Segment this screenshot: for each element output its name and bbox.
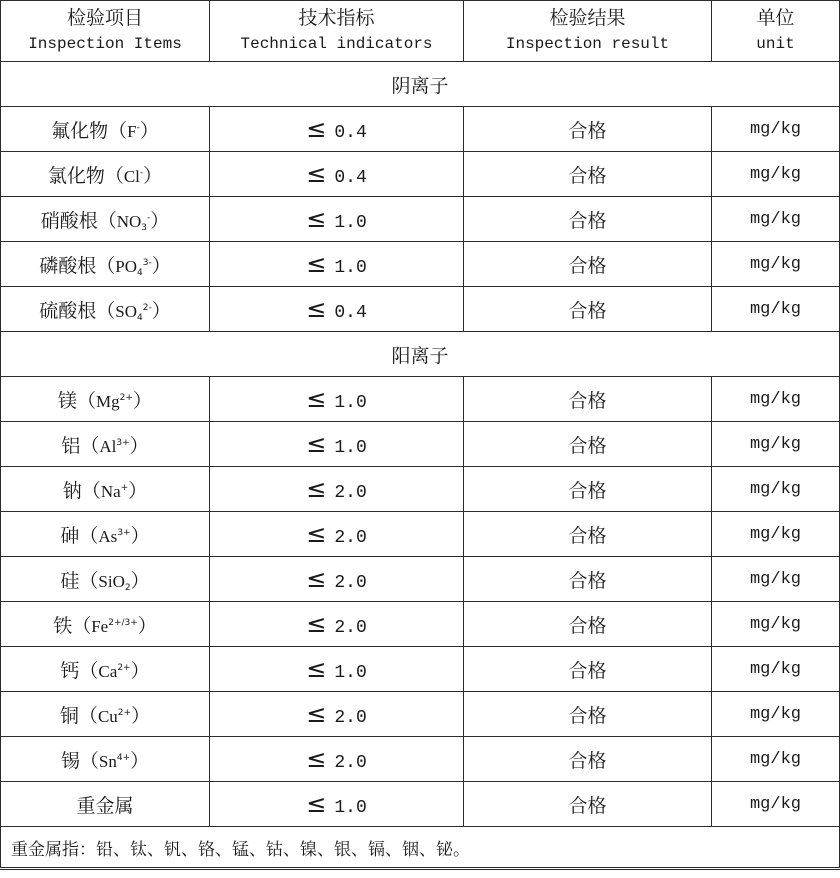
unit: mg/kg — [712, 692, 840, 737]
unit: mg/kg — [712, 512, 840, 557]
technical-indicator — [210, 782, 464, 827]
paren-close: ） — [130, 659, 150, 682]
technical-indicator — [210, 512, 464, 557]
inspection-item — [1, 197, 210, 242]
item-name: 铝 — [61, 434, 81, 457]
section-title: 阳离子 — [1, 332, 840, 377]
formula-charge: 2+ — [117, 662, 131, 673]
paren-open: （ — [97, 209, 117, 232]
formula-charge: 2+ — [117, 707, 132, 718]
less-equal-icon: ≤ — [306, 475, 327, 503]
less-equal-icon: ≤ — [306, 295, 327, 323]
inspection-item — [1, 782, 210, 827]
paren-open: （ — [96, 299, 116, 322]
technical-indicator — [210, 557, 464, 602]
less-equal-icon: ≤ — [306, 565, 327, 593]
less-equal-icon: ≤ — [306, 745, 327, 773]
less-equal-icon: ≤ — [306, 520, 327, 548]
inspection-result: 合格 — [464, 242, 712, 287]
section-title: 阴离子 — [1, 62, 840, 107]
item-formula: As — [98, 526, 118, 546]
less-equal-icon: ≤ — [306, 610, 327, 638]
paren-close: ） — [130, 749, 150, 772]
technical-indicator — [210, 152, 464, 197]
formula-charge: 4+ — [116, 752, 131, 763]
table-row — [1, 782, 840, 827]
limit-value: 2.0 — [334, 708, 367, 728]
limit-value: 0.4 — [334, 303, 367, 323]
unit: mg/kg — [712, 107, 840, 152]
formula-charge: - — [136, 122, 140, 133]
table-row — [1, 242, 840, 287]
paren-open: （ — [81, 479, 101, 502]
item-name: 钠 — [62, 479, 82, 502]
inspection-result: 合格 — [464, 107, 712, 152]
paren-close: ） — [130, 524, 150, 547]
item-formula: Mg — [96, 391, 120, 411]
item-name: 砷 — [60, 524, 80, 547]
formula-charge: - — [147, 212, 151, 223]
less-equal-icon: ≤ — [306, 385, 327, 413]
inspection-item — [1, 377, 210, 422]
paren-open: （ — [79, 569, 99, 592]
header-unit: 单位 unit — [712, 1, 840, 62]
technical-indicator — [210, 422, 464, 467]
inspection-item — [1, 287, 210, 332]
paren-open: （ — [80, 434, 100, 457]
inspection-result: 合格 — [464, 422, 712, 467]
unit: mg/kg — [712, 602, 840, 647]
header-technical-indicators: 技术指标 Technical indicators — [210, 1, 464, 62]
item-formula: F — [127, 121, 137, 141]
item-name: 铜 — [59, 704, 79, 727]
item-formula: Sn — [98, 751, 117, 771]
unit: mg/kg — [712, 152, 840, 197]
paren-open: （ — [108, 119, 128, 142]
paren-close: ） — [151, 299, 171, 322]
formula-charge: 2- — [142, 302, 152, 313]
inspection-result: 合格 — [464, 602, 712, 647]
header-inspection-result: 检验结果 Inspection result — [464, 1, 712, 62]
item-formula: Cl — [123, 166, 140, 186]
header-inspection-items: 检验项目 Inspection Items — [1, 1, 210, 62]
limit-value: 1.0 — [334, 393, 367, 413]
paren-close: ） — [150, 209, 170, 232]
inspection-result: 合格 — [464, 557, 712, 602]
paren-open: （ — [79, 659, 99, 682]
table-row — [1, 602, 840, 647]
technical-indicator — [210, 737, 464, 782]
inspection-item — [1, 557, 210, 602]
formula-subscript: 4 — [137, 312, 143, 323]
table-row — [1, 647, 840, 692]
unit: mg/kg — [712, 287, 840, 332]
formula-charge: 3+ — [117, 527, 131, 538]
inspection-result: 合格 — [464, 197, 712, 242]
less-equal-icon: ≤ — [306, 700, 327, 728]
paren-close: ） — [139, 119, 159, 142]
technical-indicator — [210, 602, 464, 647]
unit: mg/kg — [712, 242, 840, 287]
inspection-result: 合格 — [464, 737, 712, 782]
footnote-heavy-metals: 重金属指：铅、钛、钒、铬、锰、钴、镍、银、镉、铟、铋。 — [1, 827, 840, 869]
less-equal-icon: ≤ — [306, 250, 327, 278]
unit: mg/kg — [712, 467, 840, 512]
item-formula: Ca — [98, 661, 118, 681]
paren-close: ） — [129, 434, 149, 457]
formula-charge: 3+ — [116, 437, 130, 448]
unit: mg/kg — [712, 557, 840, 602]
item-formula: SO — [115, 301, 138, 321]
limit-value: 1.0 — [334, 438, 367, 458]
limit-value: 1.0 — [334, 798, 367, 818]
table-row — [1, 512, 840, 557]
paren-close: ） — [130, 569, 150, 592]
item-name: 磷酸根 — [39, 254, 97, 277]
paren-close: ） — [151, 254, 171, 277]
formula-charge: 2+/3+ — [108, 617, 138, 628]
table-row — [1, 287, 840, 332]
limit-value: 0.4 — [334, 168, 367, 188]
formula-charge: 2+ — [119, 392, 133, 403]
less-equal-icon: ≤ — [306, 115, 327, 143]
limit-value: 2.0 — [334, 618, 367, 638]
unit: mg/kg — [712, 782, 840, 827]
inspection-result: 合格 — [464, 512, 712, 557]
less-equal-icon: ≤ — [306, 205, 327, 233]
technical-indicator — [210, 287, 464, 332]
item-name: 氟化物 — [51, 119, 109, 142]
inspection-item — [1, 692, 210, 737]
limit-value: 1.0 — [334, 258, 367, 278]
unit: mg/kg — [712, 647, 840, 692]
formula-subscript: 4 — [137, 267, 143, 278]
unit: mg/kg — [712, 377, 840, 422]
item-name: 硫酸根 — [39, 299, 97, 322]
technical-indicator — [210, 647, 464, 692]
limit-value: 1.0 — [334, 213, 367, 233]
item-formula: Fe — [91, 616, 109, 636]
limit-value: 2.0 — [334, 753, 367, 773]
less-equal-icon: ≤ — [306, 430, 327, 458]
section-header-row — [1, 62, 840, 107]
header-row — [1, 1, 840, 62]
item-name: 氯化物 — [47, 164, 105, 187]
table-row — [1, 197, 840, 242]
item-formula: Na — [100, 481, 121, 501]
paren-open: （ — [79, 524, 99, 547]
inspection-item — [1, 152, 210, 197]
technical-indicator — [210, 692, 464, 737]
technical-indicator — [210, 377, 464, 422]
paren-open: （ — [78, 704, 98, 727]
formula-subscript: 2 — [124, 582, 131, 593]
footnote-row — [1, 827, 840, 869]
unit: mg/kg — [712, 737, 840, 782]
technical-indicator — [210, 107, 464, 152]
item-name: 硝酸根 — [40, 209, 98, 232]
item-formula: SiO — [98, 571, 125, 591]
table-row — [1, 152, 840, 197]
item-name: 硅 — [60, 569, 80, 592]
item-name: 铁 — [53, 614, 73, 637]
paren-open: （ — [72, 614, 92, 637]
limit-value: 1.0 — [334, 663, 367, 683]
inspection-result: 合格 — [464, 467, 712, 512]
limit-value: 0.4 — [334, 123, 367, 143]
inspection-result: 合格 — [464, 152, 712, 197]
section-header-row — [1, 332, 840, 377]
inspection-item — [1, 422, 210, 467]
paren-open: （ — [79, 749, 99, 772]
table-row — [1, 692, 840, 737]
paren-close: ） — [137, 614, 157, 637]
formula-charge: - — [139, 167, 144, 178]
technical-indicator — [210, 197, 464, 242]
table-row — [1, 107, 840, 152]
paren-close: ） — [128, 479, 148, 502]
limit-value: 2.0 — [334, 573, 367, 593]
paren-open: （ — [104, 164, 124, 187]
technical-indicator — [210, 242, 464, 287]
limit-value: 2.0 — [334, 483, 367, 503]
inspection-result: 合格 — [464, 647, 712, 692]
table-row — [1, 422, 840, 467]
unit: mg/kg — [712, 422, 840, 467]
item-formula: PO — [115, 256, 138, 276]
paren-open: （ — [77, 389, 97, 412]
formula-subscript: 3 — [141, 222, 148, 233]
table-row — [1, 377, 840, 422]
inspection-result: 合格 — [464, 377, 712, 422]
limit-value: 2.0 — [334, 528, 367, 548]
item-name: 锡 — [60, 749, 80, 772]
item-name: 重金属 — [76, 794, 134, 817]
less-equal-icon: ≤ — [306, 160, 327, 188]
technical-indicator — [210, 467, 464, 512]
item-formula: NO — [116, 211, 142, 231]
paren-close: ） — [143, 164, 163, 187]
inspection-result: 合格 — [464, 287, 712, 332]
item-name: 镁 — [58, 389, 78, 412]
less-equal-icon: ≤ — [306, 655, 327, 683]
formula-charge: 3- — [142, 257, 152, 268]
less-equal-icon: ≤ — [306, 790, 327, 818]
item-name: 钙 — [60, 659, 80, 682]
table-row — [1, 737, 840, 782]
inspection-result: 合格 — [464, 782, 712, 827]
inspection-item — [1, 242, 210, 287]
paren-open: （ — [96, 254, 116, 277]
paren-close: ） — [131, 704, 151, 727]
item-formula: Cu — [97, 706, 118, 726]
unit: mg/kg — [712, 197, 840, 242]
table-row — [1, 467, 840, 512]
inspection-item — [1, 107, 210, 152]
item-formula: Al — [99, 436, 117, 456]
inspection-item — [1, 602, 210, 647]
table-row — [1, 557, 840, 602]
inspection-result: 合格 — [464, 692, 712, 737]
inspection-item — [1, 737, 210, 782]
formula-charge: + — [120, 482, 129, 493]
inspection-item — [1, 467, 210, 512]
paren-close: ） — [132, 389, 152, 412]
inspection-item — [1, 647, 210, 692]
inspection-item — [1, 512, 210, 557]
